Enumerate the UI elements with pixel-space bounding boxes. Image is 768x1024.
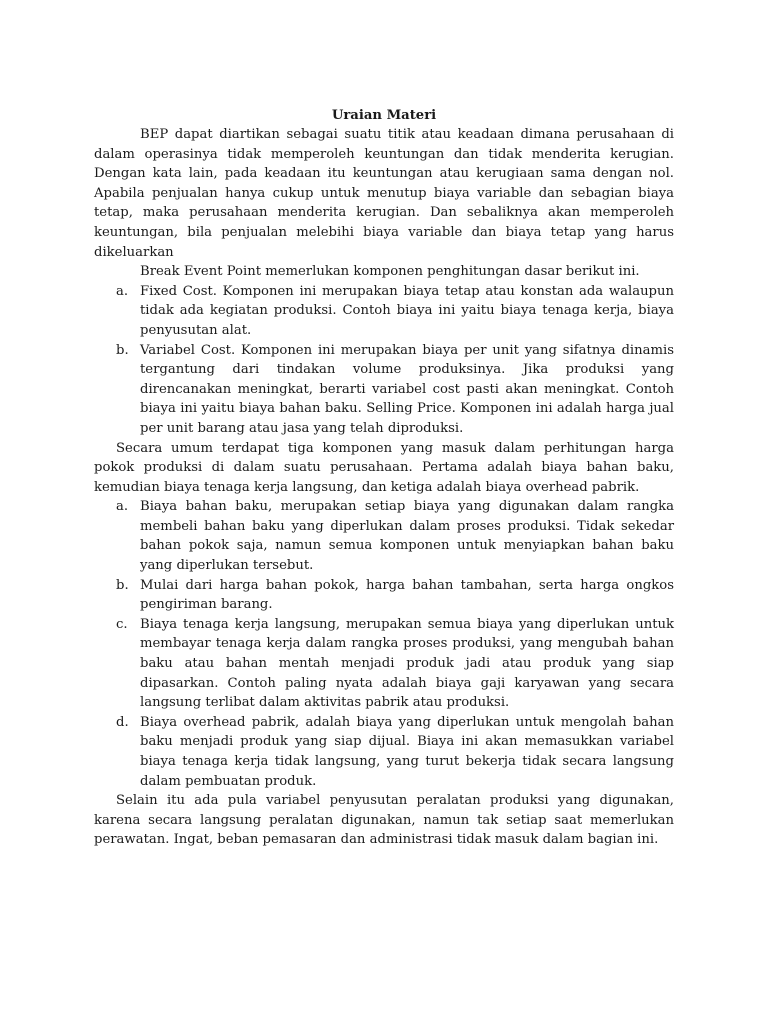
list-item-text: Variabel Cost. Komponen ini merupakan biaya per unit yang sifatnya dinamis tergantung dari tindakan volume produksinya. Jika produksi yang direncanakan meningkat, berarti variabel cost pasti akan meningkat. Contoh biaya ini yaitu biaya bahan baku. Selling Price. Komponen ini adalah harga jual per unit barang atau jasa yang telah diproduksi. — [140, 342, 674, 436]
list-marker: c. — [116, 616, 128, 632]
list-item — [94, 615, 674, 713]
section-title: Uraian Materi — [331, 108, 437, 123]
list-item — [94, 497, 674, 575]
list-item — [94, 576, 674, 615]
bep-lead-paragraph: Break Event Point memerlukan komponen penghitungan dasar berikut ini. — [140, 264, 640, 280]
list-marker: a. — [116, 499, 129, 515]
list-item-text: Biaya bahan baku, merupakan setiap biaya yang digunakan dalam rangka membeli bahan baku yang diperlukan dalam proses produksi. Tidak sekedar bahan pokok saja, namun semua komponen untuk menyiapkan bahan baku yang diperlukan tersebut. — [140, 499, 674, 574]
list-marker: d. — [116, 714, 129, 730]
list-item — [94, 282, 674, 341]
list-item-text: Mulai dari harga bahan pokok, harga bahan tambahan, serta harga ongkos pengiriman barang. — [140, 577, 674, 613]
list-marker: b. — [116, 577, 129, 593]
list-marker: a. — [116, 283, 129, 299]
intro-paragraph: BEP dapat diartikan sebagai suatu titik atau keadaan dimana perusahaan di dalam operasinya tidak memperoleh keuntungan dan tidak menderita kerugian. Dengan kata lain, pada keadaan itu keuntungan atau kerugiaan sama dengan nol. Apabila penjualan hanya cukup untuk menutup biaya variable dan sebagian biaya tetap, maka perusahaan menderita kerugian. Dan sebaliknya akan memperoleh keuntungan, bila penjualan melebihi biaya variable dan biaya tetap yang harus dikeluarkan — [94, 127, 674, 260]
list-item-text: Biaya tenaga kerja langsung, merupakan semua biaya yang diperlukan untuk membayar tenaga kerja dalam rangka proses produksi, yang mengubah bahan baku atau bahan mentah menjadi produk jadi atau produk yang siap dipasarkan. Contoh paling nyata adalah biaya gaji karyawan yang secara langsung terlibat dalam aktivitas pabrik atau produksi. — [140, 616, 674, 711]
list-marker: b. — [116, 342, 129, 358]
hpp-components-list — [94, 497, 674, 791]
list-item — [94, 713, 674, 791]
list-item — [94, 341, 674, 439]
bep-components-list — [94, 282, 674, 439]
hpp-lead-paragraph: Secara umum terdapat tiga komponen yang masuk dalam perhitungan harga pokok produksi di dalam suatu perusahaan. Pertama adalah biaya bahan baku, kemudian biaya tenaga kerja langsung, dan ketiga adalah biaya overhead pabrik. — [94, 440, 674, 495]
document-body — [94, 125, 674, 850]
list-item-text: Biaya overhead pabrik, adalah biaya yang diperlukan untuk mengolah bahan baku menjadi produk yang siap dijual. Biaya ini akan memasukkan variabel biaya tenaga kerja tidak langsung, yang turut bekerja tidak secara langsung dalam pembuatan produk. — [140, 714, 674, 789]
closing-paragraph: Selain itu ada pula variabel penyusutan peralatan produksi yang digunakan, karena secara langsung peralatan digunakan, namun tak setiap saat memerlukan perawatan. Ingat, beban pemasaran dan administrasi tidak masuk dalam bagian ini. — [94, 793, 674, 848]
list-item-text: Fixed Cost. Komponen ini merupakan biaya tetap atau konstan ada walaupun tidak ada kegiatan produksi. Contoh biaya ini yaitu biaya tenaga kerja, biaya penyusutan alat. — [140, 283, 674, 338]
